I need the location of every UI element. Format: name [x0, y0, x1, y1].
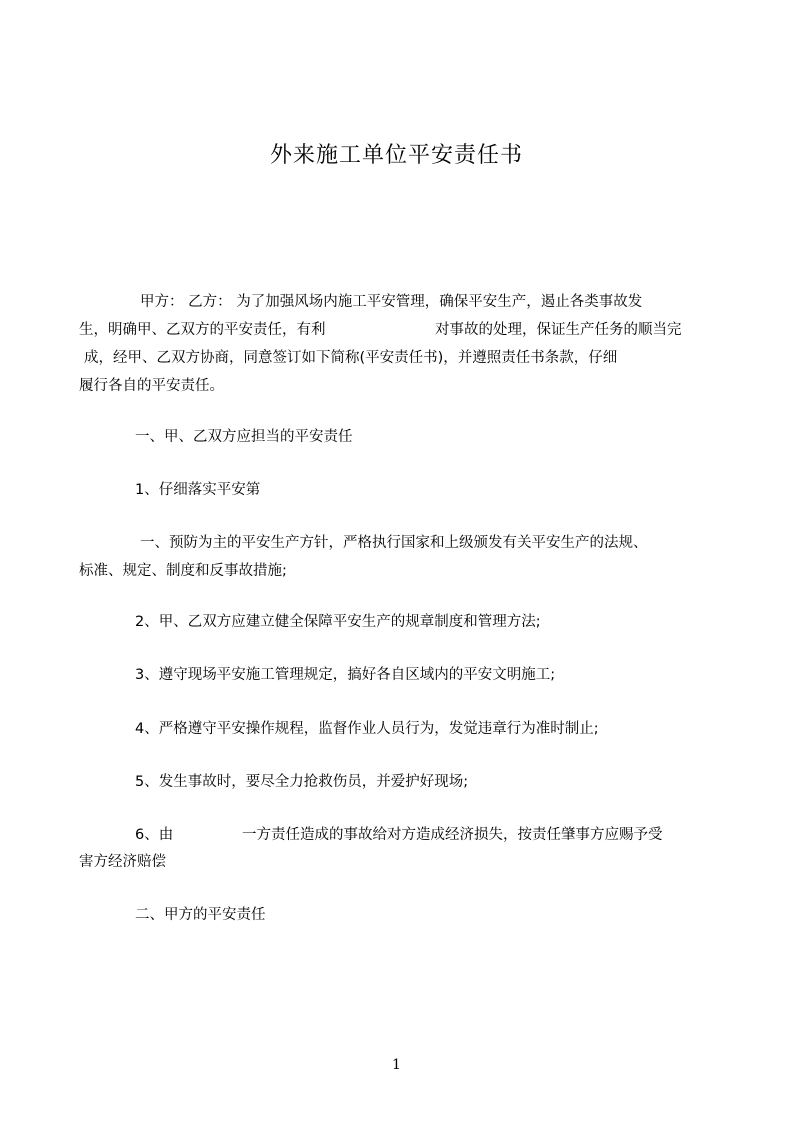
intro-line-2a: 生，明确甲、乙双方的平安责任，有利: [79, 322, 326, 338]
item-1-cont-line-2: 标准、规定、制度和反事故措施;: [79, 563, 287, 579]
item-1-line-1: 1、仔细落实平安第: [135, 482, 261, 498]
intro-line-3: 成，经甲、乙双方协商，同意签订如下简称(平安责任书)，并遵照责任书条款，仔细: [84, 350, 618, 366]
item-6-line-1b: 一方责任造成的事故给对方造成经济损失，按责任肇事方应赐予受: [242, 827, 663, 843]
page-number: 1: [392, 1057, 401, 1073]
item-3: 3、遵守现场平安施工管理规定，搞好各自区域内的平安文明施工;: [135, 667, 556, 683]
item-1-cont-line-1: 一、预防为主的平安生产方针，严格执行国家和上级颁发有关平安生产的法规、: [140, 535, 648, 551]
item-5: 5、发生事故时，要尽全力抢救伤员，并爱护好现场;: [135, 774, 469, 790]
item-6-line-2: 害方经济赔偿: [79, 854, 166, 870]
section-heading-2: 二、甲方的平安责任: [135, 907, 266, 923]
intro-line-4: 履行各自的平安责任。: [79, 378, 224, 394]
item-6-line-1a: 6、由: [135, 827, 174, 843]
item-2: 2、甲、乙双方应建立健全保障平安生产的规章制度和管理方法;: [135, 614, 541, 630]
section-heading-1: 一、甲、乙双方应担当的平安责任: [135, 429, 353, 445]
document-title: 外来施工单位平安责任书: [269, 143, 523, 168]
intro-line-2b: 对事故的处理，保证生产任务的顺当完: [435, 322, 682, 338]
intro-line-1: 甲方： 乙方： 为了加强风场内施工平安管理，确保平安生产，遏止各类事故发: [140, 294, 643, 310]
item-4: 4、严格遵守平安操作规程，监督作业人员行为，发觉违章行为准时制止;: [135, 721, 599, 737]
